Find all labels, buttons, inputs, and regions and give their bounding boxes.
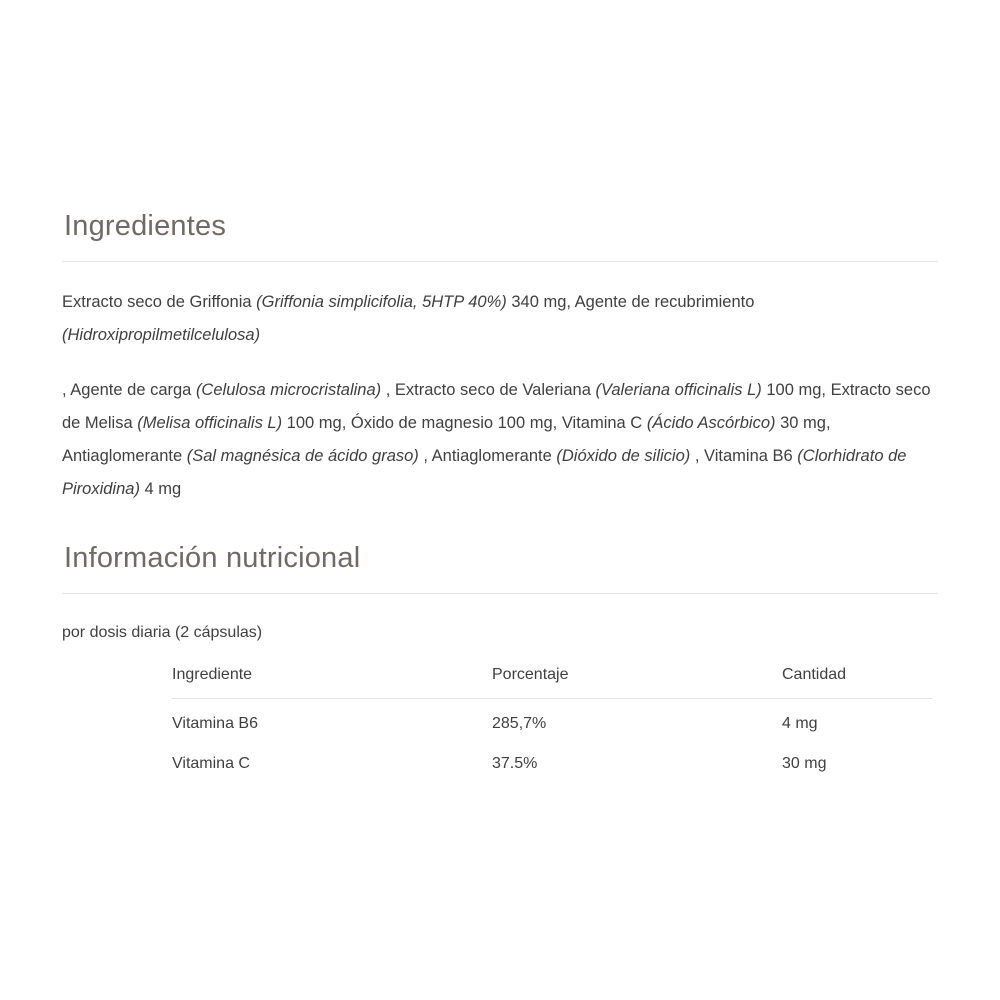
ingredients-heading: Ingredientes [62,210,938,262]
ingredients-paragraph-1: Extracto seco de Griffonia (Griffonia simplicifolia, 5HTP 40%) 340 mg, Agente de recubrimiento (Hidroxipropilmetilcelulosa) [62,293,755,344]
nutrition-note: por dosis diaria (2 cápsulas) [62,624,263,641]
table-header-row [172,666,932,699]
ingredients-body [62,262,938,506]
nutrition-heading: Información nutricional [62,542,938,594]
cell-amount: 30 mg [782,755,827,772]
ingredients-section [62,210,938,506]
column-header-percentage: Porcentaje [492,666,782,699]
nutrition-section [62,542,938,783]
nutrition-table [172,666,932,783]
cell-percentage: 37.5% [492,755,538,772]
cell-amount: 4 mg [782,715,818,732]
column-header-ingredient: Ingrediente [172,666,492,699]
cell-ingredient: Vitamina C [172,755,250,772]
cell-percentage: 285,7% [492,715,547,732]
table-row [172,743,932,783]
table-row [172,699,932,744]
column-header-amount: Cantidad [782,666,932,699]
cell-ingredient: Vitamina B6 [172,715,258,732]
nutrition-table-head [172,666,932,699]
ingredients-paragraph-2: , Agente de carga (Celulosa microcristalina) , Extracto seco de Valeriana (Valeriana officinalis L) 100 mg, Extracto seco de Melisa (Melisa officinalis L) 100 mg, Óxido de magnesio 100 mg, Vitamina C (Ácido Ascórbico) 30 mg, Antiaglomerante (Sal magnésica de ácido graso) , Antiaglomerante (Dióxido de silicio) , Vitamina B6 (Clorhidrato de Piroxidina) 4 mg [62,381,931,498]
nutrition-table-body [172,699,932,784]
